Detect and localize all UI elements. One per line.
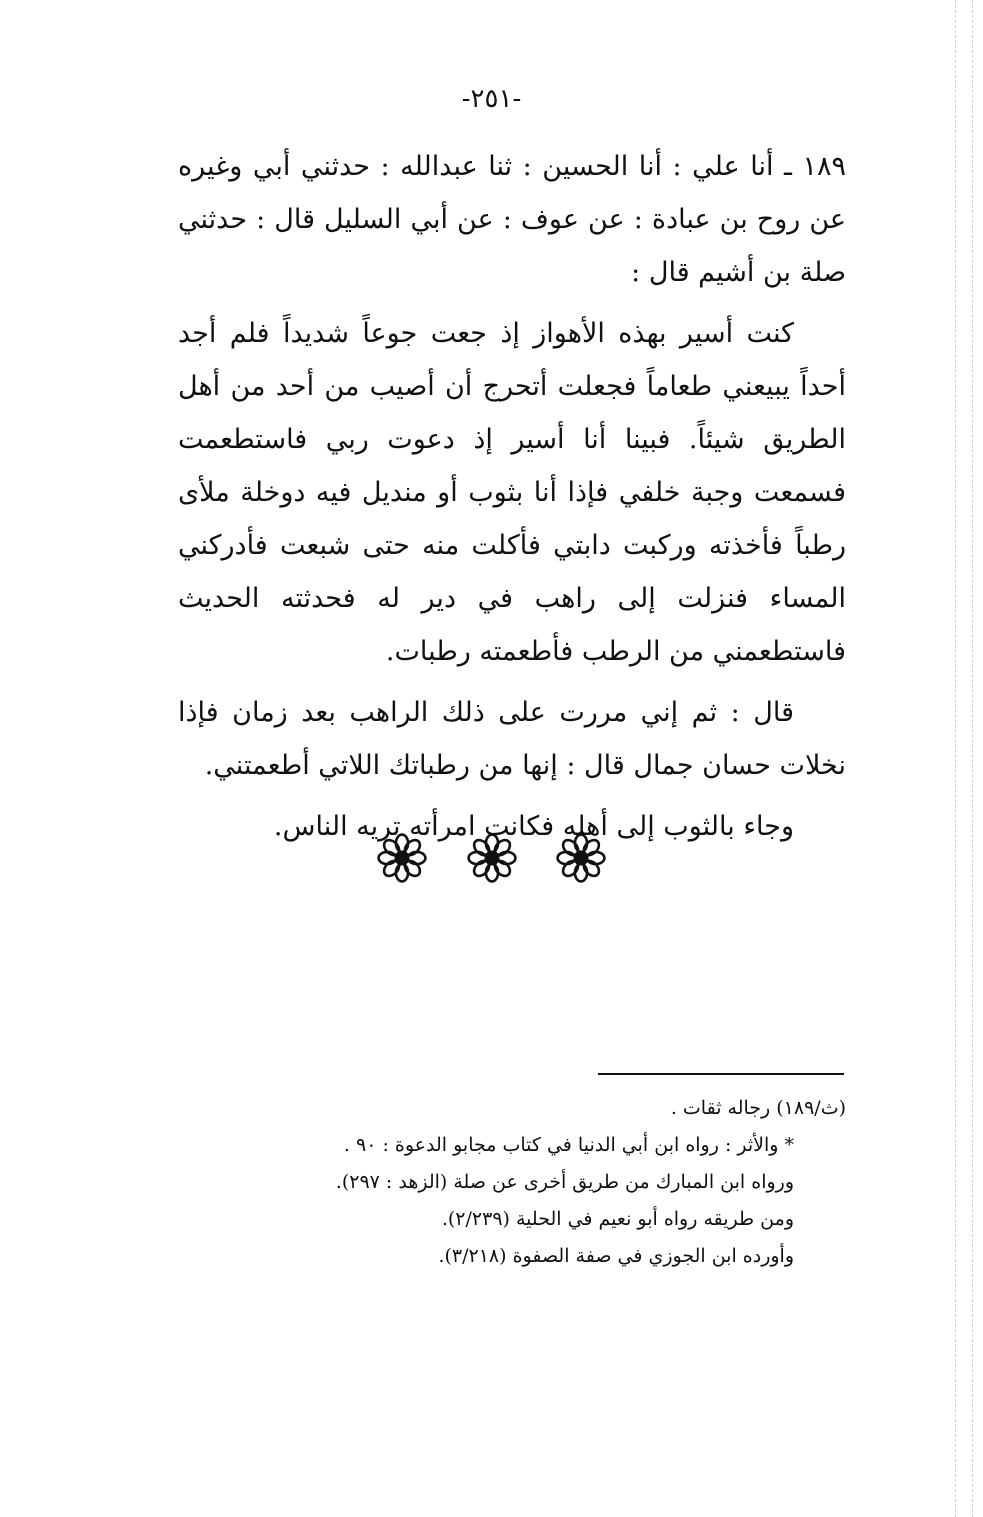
flower-ornament-icon bbox=[376, 832, 428, 884]
section-divider-ornaments bbox=[0, 832, 983, 884]
narration-text bbox=[178, 140, 846, 861]
footnote-sources bbox=[250, 1127, 846, 1275]
scan-edge-line bbox=[972, 0, 973, 1517]
footnote-separator bbox=[598, 1073, 844, 1075]
flower-ornament-icon bbox=[466, 832, 518, 884]
footnote-line: * والأثر : رواه ابن أبي الدنيا في كتاب مجابو الدعوة : ٩٠ . bbox=[343, 1134, 794, 1156]
footnote-line: ورواه ابن المبارك من طريق أخرى عن صلة (الزهد : ٢٩٧). bbox=[335, 1171, 794, 1193]
narration-paragraph: كنت أسير بهذه الأهواز إذ جعت جوعاً شديداً فلم أجد أحداً يبيعني طعاماً فجعلت أتحرج أن أصيب من أحد من أهل الطريق شيئاً. فبينا أنا أسير إذ دعوت ربي فاستطعمت فسمعت وجبة خلفي فإذا أنا بثوب أو منديل فيه دوخلة ملأى رطباً فأخذته وركبت دابتي فأكلت منه حتى شبعت فأدركني المساء فنزلت إلى راهب في دير له فحدثته الحديث فاستطعمني من الرطب فأطعمته رطبات. bbox=[178, 318, 846, 667]
narration-paragraph: قال : ثم إني مررت على ذلك الراهب بعد زمان فإذا نخلات حسان جمال قال : إنها من رطباتك اللاتي أطعمتني. bbox=[178, 697, 846, 781]
footnotes bbox=[250, 1090, 846, 1275]
footnote-line: وأورده ابن الجوزي في صفة الصفوة (٣/٢١٨). bbox=[438, 1245, 794, 1267]
footnote-grading: (ث/١٨٩) رجاله ثقات . bbox=[670, 1097, 846, 1119]
footnote-line: ومن طريقه رواه أبو نعيم في الحلية (٢/٢٣٩). bbox=[441, 1208, 794, 1230]
narration-paragraph: وجاء بالثوب إلى أهله فكانت امرأته تريه الناس. bbox=[273, 811, 794, 842]
flower-ornament-icon bbox=[555, 832, 607, 884]
scan-edge-line bbox=[955, 0, 956, 1517]
isnad-paragraph: ١٨٩ ـ أنا علي : أنا الحسين : ثنا عبدالله : حدثني أبي وغيره عن روح بن عبادة : عن عوف : عن أبي السليل قال : حدثني صلة بن أشيم قال : bbox=[178, 151, 846, 288]
page-number: -٢٥١- bbox=[461, 84, 522, 114]
